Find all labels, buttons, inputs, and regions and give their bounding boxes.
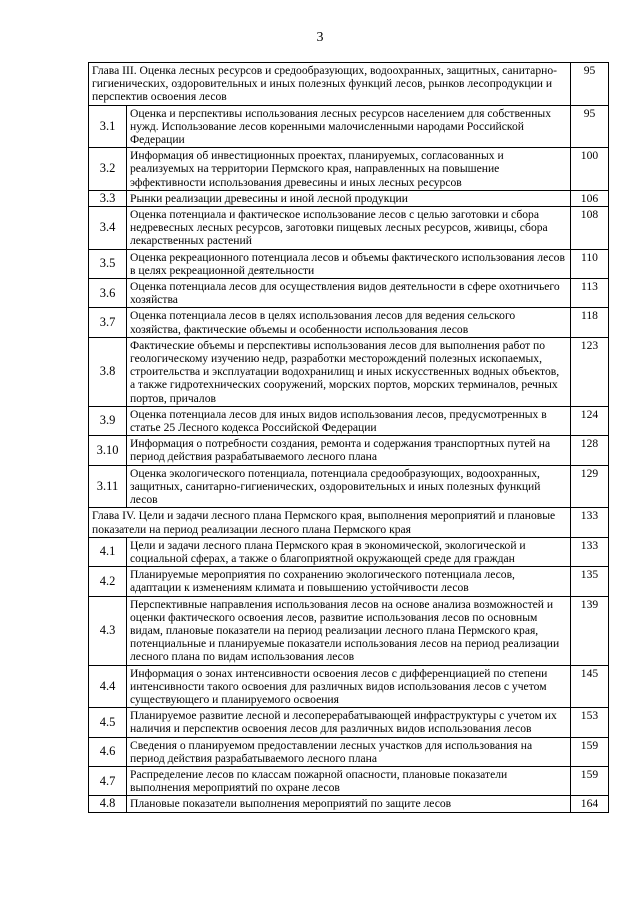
section-number: 4.2 bbox=[89, 567, 127, 596]
section-number: 4.5 bbox=[89, 708, 127, 737]
section-title: Оценка и перспективы использования лесных ресурсов населением для собственных нужд. Использование лесов коренными малочисленными народами Российской Федерации bbox=[127, 105, 571, 148]
section-title: Рынки реализации древесины и иной лесной продукции bbox=[127, 190, 571, 206]
section-title: Планируемые мероприятия по сохранению экологического потенциала лесов, адаптации к изменениям климата и повышению устойчивости лесов bbox=[127, 567, 571, 596]
section-number: 3.1 bbox=[89, 105, 127, 148]
section-title: Фактические объемы и перспективы использования лесов для выполнения работ по геологическому изучению недр, разработки месторождений полезных ископаемых, строительства и эксплуатации водохранилищ и иных искусственных водных объектов, а также гидротехнических сооружений, морских портов, морских терминалов, речных портов, причалов bbox=[127, 337, 571, 406]
section-number: 3.7 bbox=[89, 308, 127, 337]
chapter-row bbox=[89, 508, 609, 537]
toc-row bbox=[89, 665, 609, 708]
section-number: 3.11 bbox=[89, 465, 127, 508]
page-ref: 128 bbox=[571, 436, 609, 465]
toc-row bbox=[89, 737, 609, 766]
section-title: Сведения о планируемом предоставлении лесных участков для использования на период действия разрабатываемого лесного плана bbox=[127, 737, 571, 766]
section-number: 3.6 bbox=[89, 279, 127, 308]
page-ref: 153 bbox=[571, 708, 609, 737]
page-ref: 164 bbox=[571, 796, 609, 812]
toc-row bbox=[89, 105, 609, 148]
section-number: 3.2 bbox=[89, 148, 127, 191]
section-number: 3.8 bbox=[89, 337, 127, 406]
page-ref: 133 bbox=[571, 508, 609, 537]
chapter-title: Глава III. Оценка лесных ресурсов и средообразующих, водоохранных, защитных, санитарно-гигиенических, оздоровительных и иных полезных функций лесов, рынков лесопродукции и перспектив освоения лесов bbox=[89, 63, 571, 106]
page-ref: 129 bbox=[571, 465, 609, 508]
section-title: Оценка потенциала лесов для иных видов использования лесов, предусмотренных в статье 25 Лесного кодекса Российской Федерации bbox=[127, 406, 571, 435]
section-number: 3.10 bbox=[89, 436, 127, 465]
section-title: Оценка потенциала и фактическое использование лесов с целью заготовки и сбора недревесных лесных ресурсов, заготовки пищевых лесных ресурсов, живицы, сбора лекарственных растений bbox=[127, 207, 571, 250]
toc-row bbox=[89, 537, 609, 566]
page-ref: 100 bbox=[571, 148, 609, 191]
toc-body bbox=[89, 63, 609, 813]
page-ref: 123 bbox=[571, 337, 609, 406]
toc-row bbox=[89, 148, 609, 191]
section-number: 3.9 bbox=[89, 406, 127, 435]
page-ref: 159 bbox=[571, 737, 609, 766]
toc-row bbox=[89, 406, 609, 435]
toc-row bbox=[89, 337, 609, 406]
section-number: 4.4 bbox=[89, 665, 127, 708]
section-title: Информация об инвестиционных проектах, планируемых, согласованных и реализуемых на территории Пермского края, направленных на повышение эффективности использования древесины и иных лесных ресурсов bbox=[127, 148, 571, 191]
section-title: Цели и задачи лесного плана Пермского края в экономической, экологической и социальной сферах, а также о благоприятной окружающей среде для граждан bbox=[127, 537, 571, 566]
section-number: 4.1 bbox=[89, 537, 127, 566]
section-number: 3.4 bbox=[89, 207, 127, 250]
section-title: Оценка рекреационного потенциала лесов и объемы фактического использования лесов в целях рекреационной деятельности bbox=[127, 249, 571, 278]
toc-row bbox=[89, 596, 609, 665]
chapter-row bbox=[89, 63, 609, 106]
section-title: Распределение лесов по классам пожарной опасности, плановые показатели выполнения мероприятий по охране лесов bbox=[127, 766, 571, 795]
page-ref: 110 bbox=[571, 249, 609, 278]
page-ref: 124 bbox=[571, 406, 609, 435]
toc-row bbox=[89, 308, 609, 337]
page-ref: 95 bbox=[571, 105, 609, 148]
toc-row bbox=[89, 207, 609, 250]
table-of-contents bbox=[88, 62, 609, 813]
section-title: Информация о потребности создания, ремонта и содержания транспортных путей на период действия разрабатываемого лесного плана bbox=[127, 436, 571, 465]
toc-row bbox=[89, 436, 609, 465]
section-title: Информация о зонах интенсивности освоения лесов с дифференциацией по степени интенсивности такого освоения для различных видов использования лесов с учетом существующего и планируемого освоения bbox=[127, 665, 571, 708]
section-title: Планируемое развитие лесной и лесоперерабатывающей инфраструктуры с учетом их наличия и перспектив освоения лесов для различных видов использования лесов bbox=[127, 708, 571, 737]
toc-row bbox=[89, 766, 609, 795]
page-ref: 139 bbox=[571, 596, 609, 665]
page-ref: 145 bbox=[571, 665, 609, 708]
page-ref: 108 bbox=[571, 207, 609, 250]
section-number: 3.3 bbox=[89, 190, 127, 206]
page-ref: 113 bbox=[571, 279, 609, 308]
page-ref: 135 bbox=[571, 567, 609, 596]
page-ref: 106 bbox=[571, 190, 609, 206]
section-number: 4.6 bbox=[89, 737, 127, 766]
chapter-title: Глава IV. Цели и задачи лесного плана Пермского края, выполнения мероприятий и плановые показатели на период реализации лесного плана Пермского края bbox=[89, 508, 571, 537]
section-number: 3.5 bbox=[89, 249, 127, 278]
section-title: Оценка потенциала лесов для осуществления видов деятельности в сфере охотничьего хозяйства bbox=[127, 279, 571, 308]
section-title: Оценка потенциала лесов в целях использования лесов для ведения сельского хозяйства, фактические объемы и особенности использования лесов bbox=[127, 308, 571, 337]
toc-row bbox=[89, 796, 609, 812]
toc-row bbox=[89, 190, 609, 206]
page-ref: 159 bbox=[571, 766, 609, 795]
section-title: Оценка экологического потенциала, потенциала средообразующих, водоохранных, защитных, санитарно-гигиенических, оздоровительных и иных полезных функций лесов bbox=[127, 465, 571, 508]
toc-row bbox=[89, 567, 609, 596]
toc-row bbox=[89, 465, 609, 508]
section-number: 4.8 bbox=[89, 796, 127, 812]
section-number: 4.3 bbox=[89, 596, 127, 665]
section-title: Плановые показатели выполнения мероприятий по защите лесов bbox=[127, 796, 571, 812]
page-ref: 133 bbox=[571, 537, 609, 566]
section-number: 4.7 bbox=[89, 766, 127, 795]
toc-row bbox=[89, 708, 609, 737]
toc-row bbox=[89, 249, 609, 278]
page-ref: 118 bbox=[571, 308, 609, 337]
page-number: 3 bbox=[316, 30, 324, 45]
section-title: Перспективные направления использования лесов на основе анализа возможностей и оценки фактического освоения лесов, развитие использования лесов по основным видам, плановые показатели на период реализации лесного плана Пермского края, потенциальные и планируемые показатели использования лесов на период реализации лесного плана по видам использования лесов bbox=[127, 596, 571, 665]
page-ref: 95 bbox=[571, 63, 609, 106]
toc-row bbox=[89, 279, 609, 308]
